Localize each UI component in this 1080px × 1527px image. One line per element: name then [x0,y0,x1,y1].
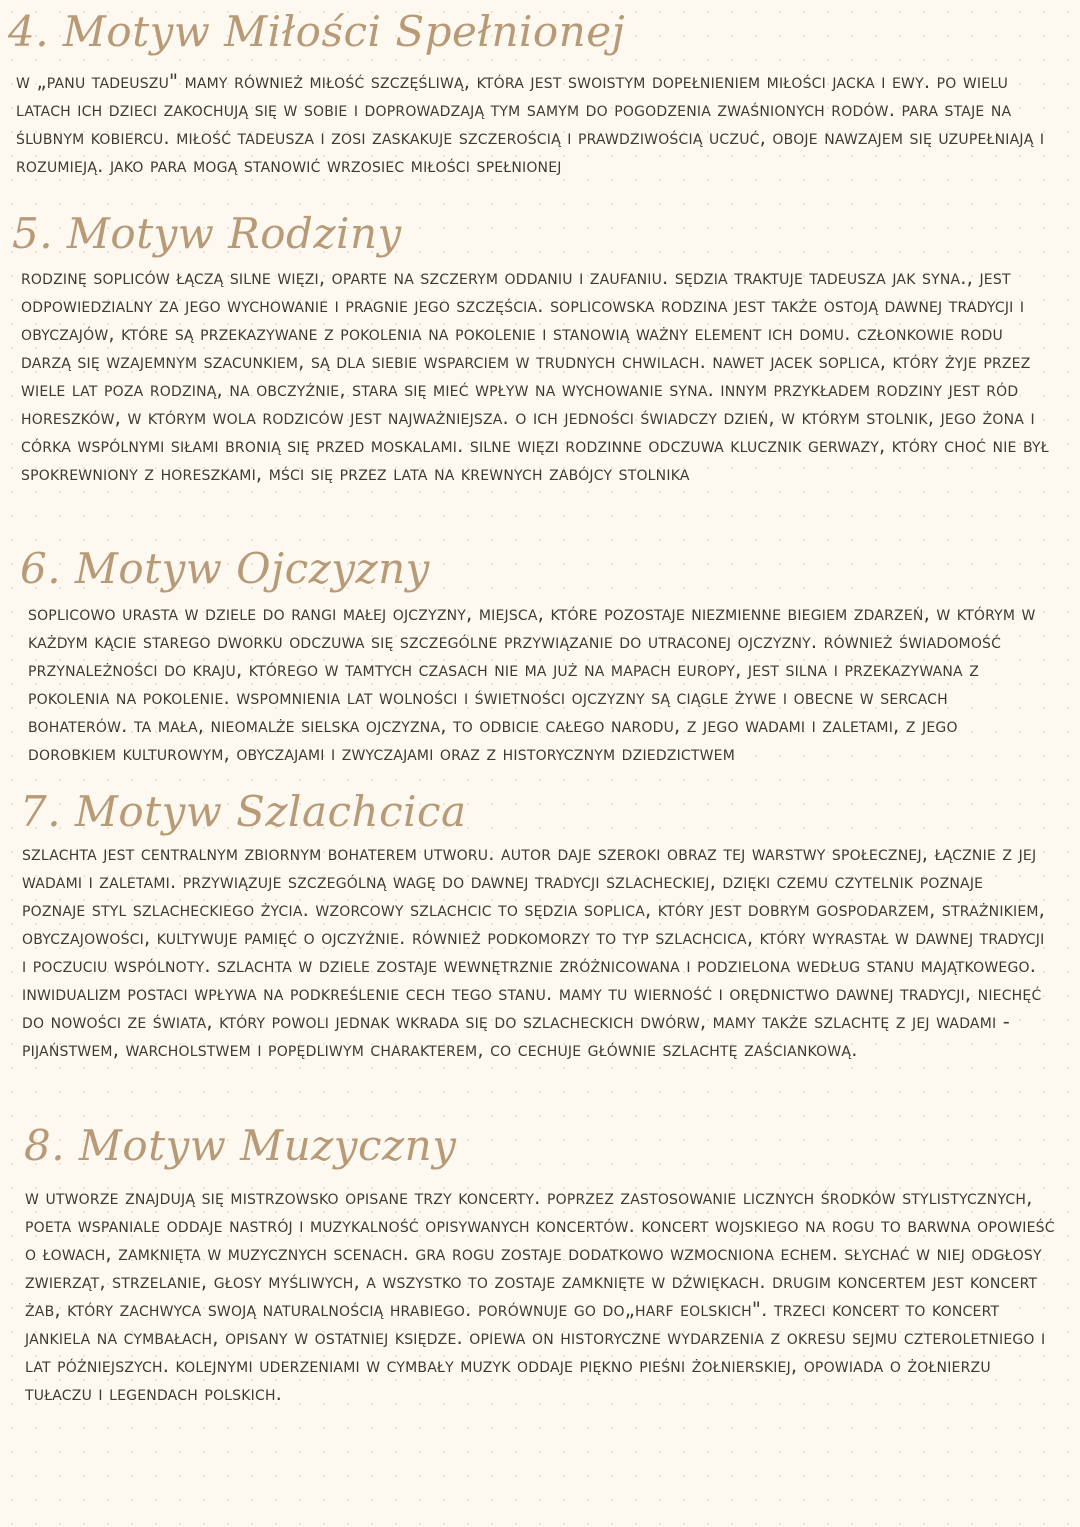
section-heading: 4. Motyw Miłości Spełnionej [8,7,626,56]
section-body: szlachta jest centralnym zbiornym bohaterem utworu. autor daje szeroki obraz tej warstwy społecznej, łącznie z jej wadami i zaletami. przywiązuje szczególną wagę do dawnej tradycji szlacheckiej, dzięki czemu czytelnik poznaje poznaje styl szlacheckiego życia. wzorcowy szlachcic to sędzia soplica, który jest dobrym gospodarzem, strażnikiem, obyczajowości, kultywuje pamięć o ojczyźnie. również podkomorzy to typ szlachcica, który wyrastał w dawnej tradycji i poczuciu wspólnoty. szlachta w dziele zostaje wewnętrznie zróżnicowana i podzielona według stanu majątkowego. inwidualizm postaci wpływa na podkreślenie cech tego stanu. mamy tu wierność i orędnictwo dawnej tradycji, niechęć do nowości ze świata, który powoli jednak wkrada się do szlacheckich dwórw, mamy także szlachtę z jej wadami - pijaństwem, warcholstwem i popędliwym charakterem, co cechuje głównie szlachtę zaściankową. [22,842,1046,1061]
section-motyw-muzyczny [0,1120,1080,1408]
section-heading: 7. Motyw Szlachcica [20,787,467,836]
section-heading: 5. Motyw Rodziny [12,209,402,258]
section-body: rodzinę sopliców łączą silne więzi, oparte na szczerym oddaniu i zaufaniu. sędzia traktuje tadeusza jak syna., jest odpowiedzialny za jego wychowanie i pragnie jego szczęścia. soplicowska rodzina jest także ostoją dawnej tradycji i obyczajów, które są przekazywane z pokolenia na pokolenie i stanowią ważny element ich domu. członkowie rodu darzą się wzajemnym szacunkiem, są dla siebie wsparciem w trudnych chwilach. nawet jacek soplica, który żyje przez wiele lat poza rodziną, na obczyźnie, stara się mieć wpływ na wychowanie syna. innym przykładem rodziny jest ród horeszków, w którym wola rodziców jest najważniejsza. o ich jedności świadczy dzień, w którym stolnik, jego żona i córka wspólnymi siłami bronią się przed moskalami. silne więzi rodzinne odczuwa klucznik gerwazy, który choć nie był spokrewniony z horeszkami, mści się przez lata na krewnych zabójcy stolnika [21,266,1049,485]
section-body: w „panu tadeuszu" mamy również miłość szczęśliwą, która jest swoistym dopełnieniem miłości jacka i ewy. po wielu latach ich dzieci zakochują się w sobie i doprowadzają tym samym do pogodzenia zwaśnionych rodów. para staje na ślubnym kobiercu. miłość tadeusza i zosi zaskakuje szczerością i prawdziwością uczuć, oboje nawzajem się uzupełniają i rozumieją. jako para mogą stanowić wrzosiec miłości spełnionej [16,70,1045,177]
section-body: soplicowo urasta w dziele do rangi małej ojczyzny, miejsca, które pozostaje niezmienne biegiem zdarzeń, w którym w każdym kącie starego dworku odczuwa się szczególne przywiązanie do utraconej ojczyzny. również świadomość przynależności do kraju, którego w tamtych czasach nie ma już na mapach europy, jest silna i przekazywana z pokolenia na pokolenie. wspomnienia lat wolności i świetności ojczyzny są ciągle żywe i obecne w sercach bohaterów. ta mała, nieomalże sielska ojczyzna, to odbicie całego narodu, z jego wadami i zaletami, z jego dorobkiem kulturowym, obyczajami i zwyczajami oraz z historycznym dziedzictwem [28,602,1036,765]
section-motyw-rodziny [0,208,1080,488]
section-heading: 8. Motyw Muzyczny [24,1121,457,1170]
section-motyw-szlachcica [0,786,1080,1064]
section-motyw-milosci-spelnionej [0,6,1080,180]
section-motyw-ojczyzny [0,543,1080,768]
section-body: w utworze znajdują się mistrzowsko opisane trzy koncerty. poprzez zastosowanie licznych środków stylistycznych, poeta wspaniale oddaje nastrój i muzykalność opisywanych koncertów. koncert wojskiego na rogu to barwna opowieść o łowach, zamknięta w muzycznych scenach. gra rogu zostaje dodatkowo wzmocniona echem. słychać w niej odgłosy zwierząt, strzelanie, głosy myśliwych, a wszystko to zostaje zamknięte w dźwiękach. drugim koncertem jest koncert żab, który zachwyca swoją naturalnością hrabiego. porównuje go do„harf eolskich". trzeci koncert to koncert jankiela na cymbałach, opisany w ostatniej księdze. opiewa on historyczne wydarzenia z okresu sejmu czteroletniego i lat późniejszych. kolejnymi uderzeniami w cymbały muzyk oddaje piękno pieśni żołnierskiej, opowiada o żołnierzu tułaczu i legendach polskich. [25,1186,1055,1405]
section-heading: 6. Motyw Ojczyzny [20,544,430,593]
